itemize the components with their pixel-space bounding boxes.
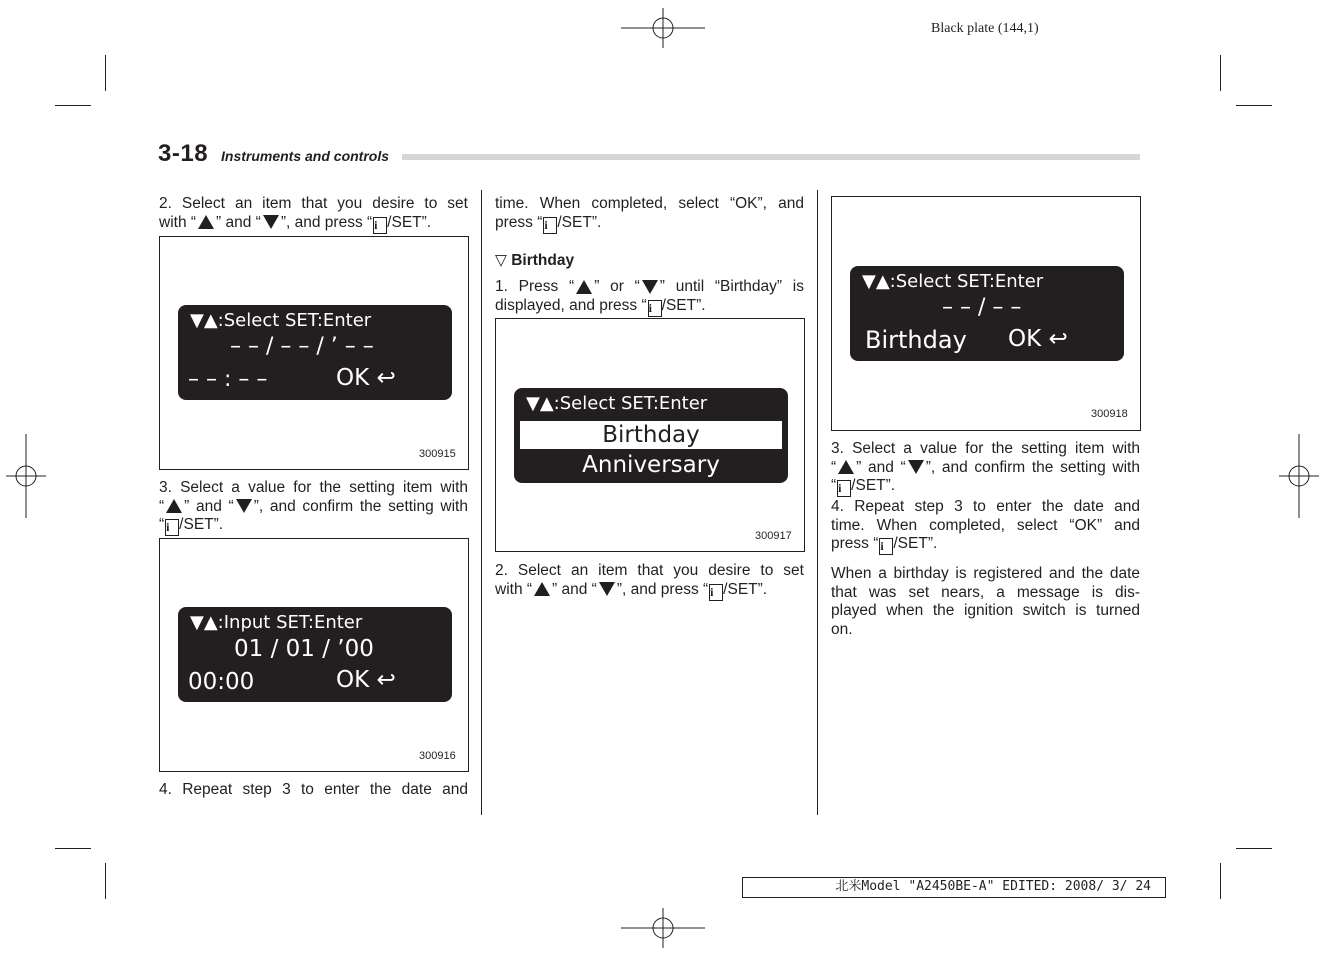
col2-step2: 2. Select an item that you desire to set with “ ” and “ ”, and press “ i /SET”. — [495, 562, 804, 599]
lcd-row-3-right: OK ↩ — [336, 365, 396, 391]
down-arrow-icon — [642, 280, 658, 294]
crop-mark — [1236, 848, 1272, 849]
lcd-row-2: – – / – – — [942, 295, 1022, 320]
column-divider — [481, 190, 482, 815]
crop-mark — [1220, 55, 1221, 91]
registration-mark-icon — [621, 908, 705, 948]
figure-code: 300916 — [419, 750, 456, 762]
crop-mark — [55, 105, 91, 106]
lcd-row-3-left: – – : – – — [188, 367, 268, 392]
column-divider — [817, 190, 818, 815]
info-icon: i — [165, 519, 179, 536]
crop-mark — [105, 55, 106, 91]
lcd-row-2: – – / – – / ’ – – — [230, 334, 374, 359]
up-arrow-icon — [534, 582, 550, 596]
down-arrow-icon — [908, 460, 924, 474]
col2-step1: 1. Press “ ” or “ ” until “Birthday” is displayed, and press “ i /SET”. — [495, 278, 804, 315]
up-arrow-icon — [838, 460, 854, 474]
figure-300915 — [159, 236, 469, 470]
birthday-subheading: ▽ Birthday — [495, 252, 575, 269]
lcd-highlight-birthday: Birthday — [520, 421, 782, 449]
lcd-display — [178, 305, 452, 400]
col1-step2: 2. Select an item that you desire to set with “ ” and “ ”, and press “ i /SET”. — [159, 195, 468, 232]
page-number: 3-18 — [158, 140, 209, 167]
col2-continued: time. When completed, select “OK”, and press “ i /SET”. — [495, 195, 804, 232]
crop-mark — [105, 863, 106, 899]
lcd-row-1: ▼▲:Select SET:Enter — [862, 271, 1044, 292]
triangle-outline-icon: ▽ — [495, 252, 507, 269]
up-arrow-icon — [576, 280, 592, 294]
col3-step4: 4. Repeat step 3 to enter the date and time. When completed, select “OK” and press “ i /SET”. — [831, 498, 1140, 553]
up-arrow-icon — [166, 499, 182, 513]
figure-code: 300917 — [755, 530, 792, 542]
lcd-row-3-left: Birthday — [865, 326, 967, 354]
info-icon: i — [373, 217, 387, 234]
registration-mark-icon — [621, 8, 705, 48]
down-arrow-icon — [263, 215, 279, 229]
footer-edit-stamp: 北米Model "A2450BE-A" EDITED: 2008/ 3/ 24 — [742, 877, 1166, 898]
crop-mark — [1220, 863, 1221, 899]
figure-300916 — [159, 538, 469, 772]
info-icon: i — [837, 480, 851, 497]
lcd-row-2: 01 / 01 / ’00 — [234, 636, 374, 662]
lcd-row-1: ▼▲:Select SET:Enter — [190, 310, 372, 331]
lcd-display — [514, 388, 788, 483]
info-icon: i — [879, 538, 893, 555]
lcd-row-3-right: OK ↩ — [1008, 326, 1068, 352]
info-icon: i — [648, 300, 662, 317]
col1-step3: 3. Select a value for the setting item with “ ” and “ ”, and confirm the setting with “ i /SET”. — [159, 479, 468, 534]
lcd-row-1: ▼▲:Input SET:Enter — [190, 612, 363, 633]
lcd-row-1: ▼▲:Select SET:Enter — [526, 393, 708, 414]
info-icon: i — [709, 584, 723, 601]
lcd-row-anniversary: Anniversary — [582, 452, 720, 478]
col3-step3: 3. Select a value for the setting item with “ ” and “ ”, and confirm the setting with “ i /SET”. — [831, 440, 1140, 495]
down-arrow-icon — [236, 499, 252, 513]
lcd-display — [178, 607, 452, 702]
registration-mark-icon — [1279, 434, 1319, 518]
lcd-display — [850, 266, 1124, 361]
lcd-row-3-right: OK ↩ — [336, 667, 396, 693]
crop-mark — [1236, 105, 1272, 106]
plate-label: Black plate (144,1) — [931, 21, 1039, 36]
up-arrow-icon — [198, 215, 214, 229]
figure-300917 — [495, 318, 805, 552]
col3-note: When a birthday is registered and the date that was set nears, a message is dis- played when the ignition switch is turned on. — [831, 565, 1140, 638]
down-arrow-icon — [599, 582, 615, 596]
figure-code: 300918 — [1091, 408, 1128, 420]
registration-mark-icon — [6, 434, 46, 518]
lcd-row-3-left: 00:00 — [188, 669, 255, 695]
section-title: Instruments and controls — [221, 148, 390, 164]
col1-step4: 4. Repeat step 3 to enter the date and — [159, 781, 468, 798]
figure-300918 — [831, 196, 1141, 431]
crop-mark — [55, 848, 91, 849]
header-bar — [402, 154, 1140, 160]
figure-code: 300915 — [419, 448, 456, 460]
info-icon: i — [543, 217, 557, 234]
